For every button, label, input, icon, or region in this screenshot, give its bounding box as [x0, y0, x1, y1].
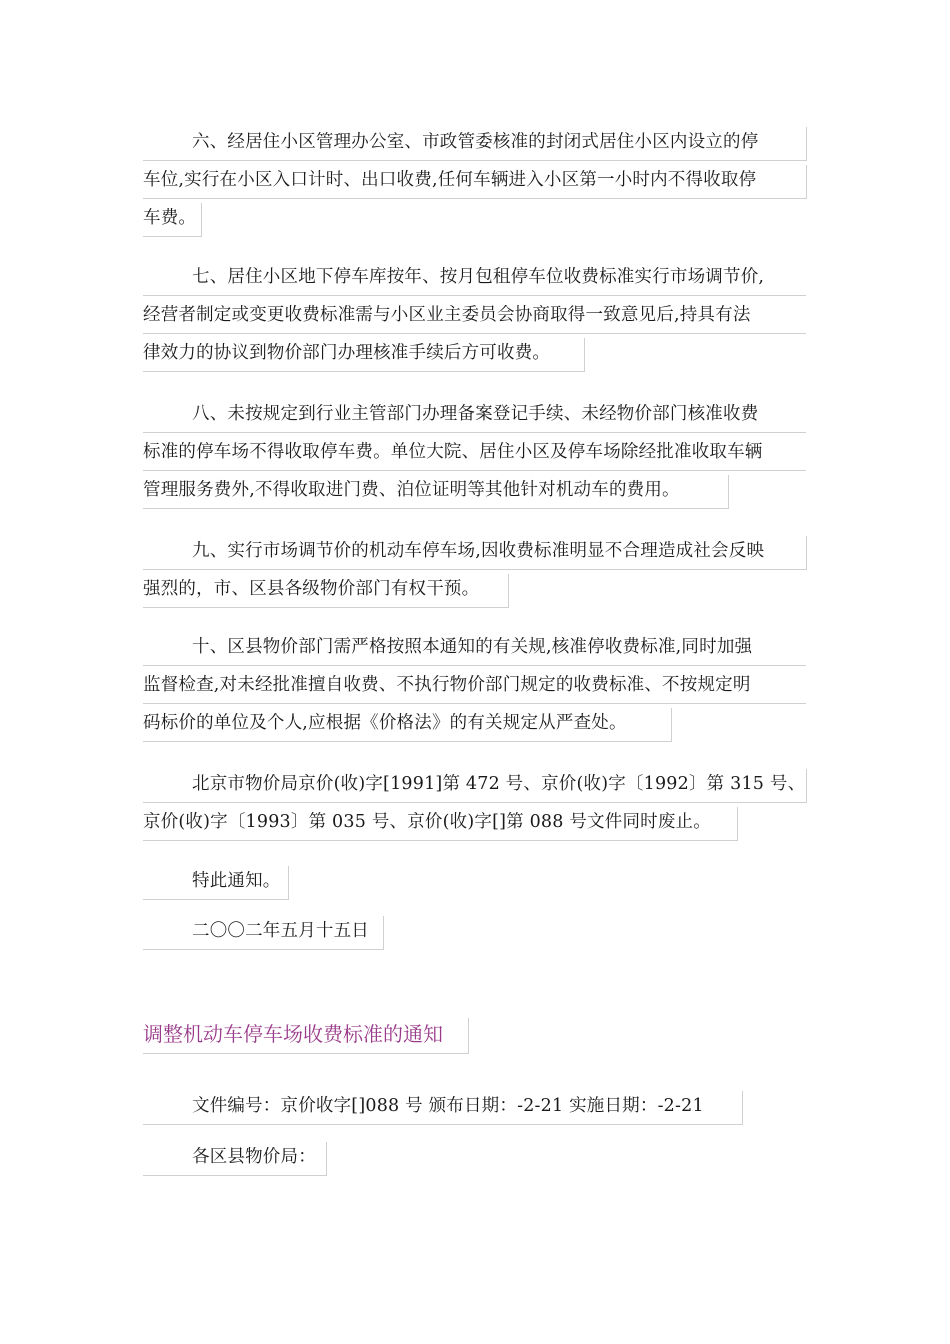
text-line: 强烈的，市、区县各级物价部门有权干预。 — [143, 570, 764, 608]
text-line: 北京市物价局京价(收)字[1991]第 472 号、京价(收)字〔1992〕第 315 号、 — [143, 765, 805, 803]
text-line: 监督检查,对未经批准擅自收费、不执行物价部门规定的收费标准、不按规定明 — [143, 666, 752, 704]
text-line: 各区县物价局： — [143, 1138, 316, 1176]
text-line: 京价(收)字〔1993〕第 035 号、京价(收)字[]第 088 号文件同时废止。 — [143, 803, 805, 841]
text-line: 特此通知。 — [143, 862, 281, 900]
text-line: 车费。 — [143, 199, 758, 237]
text-line: 六、经居住小区管理办公室、市政管委核准的封闭式居住小区内设立的停 — [143, 123, 758, 161]
text-line: 管理服务费外,不得收取进门费、泊位证明等其他针对机动车的费用。 — [143, 471, 763, 509]
text-line: 律效力的协议到物价部门办理核准手续后方可收费。 — [143, 334, 764, 372]
paragraph-nine — [143, 532, 764, 608]
closing-notice — [143, 862, 281, 900]
text-line: 车位,实行在小区入口计时、出口收费,任何车辆进入小区第一小时内不得收取停 — [143, 161, 758, 199]
text-line: 码标价的单位及个人,应根据《价格法》的有关规定从严查处。 — [143, 704, 752, 742]
paragraph-six — [143, 123, 758, 237]
text-line: 文件编号：京价收字[]088 号 颁布日期：-2-21 实施日期：-2-21 — [143, 1087, 704, 1125]
paragraph-ten — [143, 628, 752, 742]
issue-date — [143, 912, 369, 950]
text-line: 七、居住小区地下停车库按年、按月包租停车位收费标准实行市场调节价, — [143, 258, 764, 296]
salutation — [143, 1138, 316, 1176]
text-line: 八、未按规定到行业主管部门办理备案登记手续、未经物价部门核准收费 — [143, 395, 763, 433]
paragraph-repeal — [143, 765, 805, 841]
paragraph-eight — [143, 395, 763, 509]
text-line: 九、实行市场调节价的机动车停车场,因收费标准明显不合理造成社会反映 — [143, 532, 764, 570]
text-line: 经营者制定或变更收费标准需与小区业主委员会协商取得一致意见后,持具有法 — [143, 296, 764, 334]
document-meta — [143, 1087, 704, 1125]
text-line: 十、区县物价部门需严格按照本通知的有关规,核准停收费标准,同时加强 — [143, 628, 752, 666]
paragraph-seven — [143, 258, 764, 372]
text-line: 标准的停车场不得收取停车费。单位大院、居住小区及停车场除经批准收取车辆 — [143, 433, 763, 471]
text-line: 二〇〇二年五月十五日 — [143, 912, 369, 950]
notice-title: 调整机动车停车场收费标准的通知 — [143, 1014, 443, 1054]
